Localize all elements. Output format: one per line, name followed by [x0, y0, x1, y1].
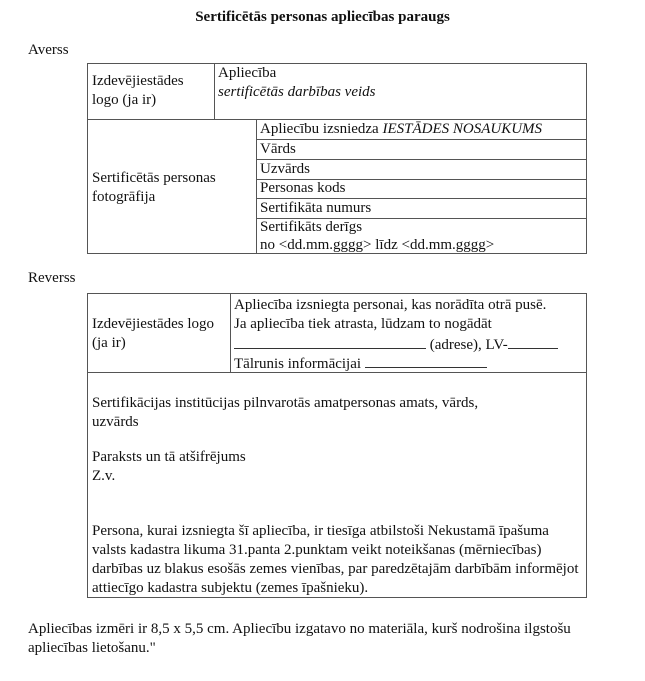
footer-note: Apliecības izmēri ir 8,5 x 5,5 cm. Apliecību izgatavo no materiāla, kurš nodrošina ilgstošu apliecības lietošanu." [28, 621, 571, 656]
field-certificate-number: Sertifikāta numurs [260, 200, 372, 216]
address-label: (adrese), LV- [429, 337, 508, 353]
back-label: Reverss [28, 270, 76, 286]
institution-name: IESTĀDES NOSAUKUMS [382, 121, 543, 137]
official-title: Sertifikācijas institūcijas pilnvarotās amatpersonas amats, vārds, uzvārds [92, 395, 479, 430]
return-request: Ja apliecība tiek atrasta, lūdzam to nogādāt [234, 316, 492, 332]
postcode-blank [508, 334, 558, 349]
validity-label: Sertifikāts derīgs [260, 219, 363, 235]
field-personal-code: Personas kods [260, 180, 346, 196]
address-blank [234, 334, 426, 349]
front-label: Averss [28, 42, 69, 58]
phone-line [234, 353, 487, 374]
photo-cell: Sertificētās personas fotogrāfija [92, 170, 216, 205]
back-logo-cell: Izdevējiestādes logo (ja ir) [92, 316, 215, 351]
seal-label: Z.v. [92, 468, 116, 484]
field-surname: Uzvārds [260, 161, 310, 177]
document-title: Sertificētās personas apliecības paraugs [195, 9, 450, 25]
phone-blank [365, 353, 487, 368]
legal-note: Persona, kurai izsniegta šī apliecība, ir tiesīga atbilstoši Nekustamā īpašuma valsts kadastra likuma 31.panta 2.punktam veikt noteikšanas (mērniecības) darbības uz blakus esošās zemes vienības, par paredzētajām darbībām informējot attiecīgo kadastra subjektu (zemes īpašnieku). [92, 523, 579, 596]
issued-by-row [260, 120, 542, 139]
issued-by-label: Apliecību izsniedza [260, 121, 379, 137]
activity-type: sertificētās darbības veids [218, 84, 376, 100]
address-line [234, 334, 558, 355]
signature-label: Paraksts un tā atšifrējums [92, 449, 246, 465]
return-notice: Apliecība izsniegta personai, kas norādīta otrā pusē. [234, 297, 547, 313]
card-title: Apliecība [218, 65, 277, 81]
phone-label: Tālrunis informācijai [234, 356, 362, 372]
front-logo-cell: Izdevējiestādes logo (ja ir) [92, 73, 184, 108]
validity-dates: no <dd.mm.gggg> līdz <dd.mm.gggg> [260, 237, 495, 253]
field-name: Vārds [260, 141, 296, 157]
